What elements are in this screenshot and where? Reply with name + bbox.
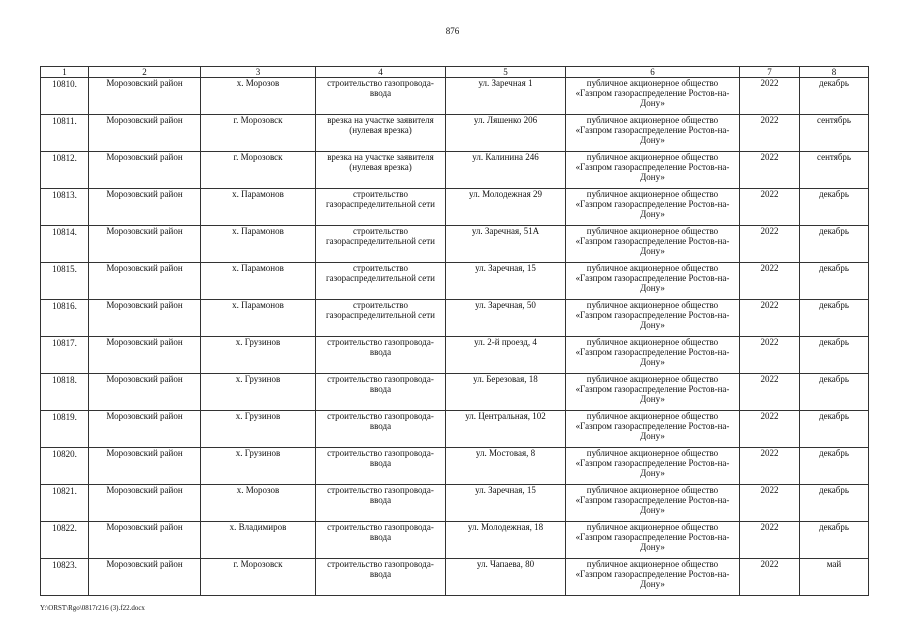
year-cell: 2022 — [740, 559, 800, 596]
organization-cell: публичное акционерное общество «Газпром газораспределение Ростов-на-Дону» — [566, 78, 740, 115]
year-cell: 2022 — [740, 374, 800, 411]
work-type-cell: строительство газопровода-ввода — [316, 337, 446, 374]
month-cell: декабрь — [800, 300, 869, 337]
month-cell: декабрь — [800, 485, 869, 522]
table-row — [41, 411, 869, 448]
settlement-cell: х. Грузинов — [201, 337, 316, 374]
work-type-cell: строительство газораспределительной сети — [316, 189, 446, 226]
address-cell: ул. Калинина 246 — [446, 152, 566, 189]
table-row — [41, 337, 869, 374]
table-row — [41, 78, 869, 115]
table-row — [41, 263, 869, 300]
settlement-cell: х. Парамонов — [201, 300, 316, 337]
row-number-cell: 10814. — [41, 226, 89, 263]
settlement-cell: х. Грузинов — [201, 374, 316, 411]
settlement-cell: х. Парамонов — [201, 189, 316, 226]
column-header-3: 3 — [201, 67, 316, 78]
organization-cell: публичное акционерное общество «Газпром газораспределение Ростов-на-Дону» — [566, 189, 740, 226]
address-cell: ул. Заречная, 15 — [446, 263, 566, 300]
month-cell: декабрь — [800, 522, 869, 559]
organization-cell: публичное акционерное общество «Газпром газораспределение Ростов-на-Дону» — [566, 300, 740, 337]
month-cell: декабрь — [800, 78, 869, 115]
table-row — [41, 226, 869, 263]
row-number-cell: 10819. — [41, 411, 89, 448]
year-cell: 2022 — [740, 189, 800, 226]
month-cell: декабрь — [800, 189, 869, 226]
work-type-cell: врезка на участке заявителя (нулевая врезка) — [316, 152, 446, 189]
district-cell: Морозовский район — [89, 337, 201, 374]
column-header-6: 6 — [566, 67, 740, 78]
organization-cell: публичное акционерное общество «Газпром газораспределение Ростов-на-Дону» — [566, 559, 740, 596]
district-cell: Морозовский район — [89, 226, 201, 263]
organization-cell: публичное акционерное общество «Газпром газораспределение Ростов-на-Дону» — [566, 374, 740, 411]
settlement-cell: г. Морозовск — [201, 559, 316, 596]
settlement-cell: х. Владимиров — [201, 522, 316, 559]
month-cell: сентябрь — [800, 152, 869, 189]
district-cell: Морозовский район — [89, 485, 201, 522]
settlement-cell: х. Парамонов — [201, 226, 316, 263]
work-type-cell: строительство газопровода-ввода — [316, 78, 446, 115]
address-cell: ул. 2-й проезд, 4 — [446, 337, 566, 374]
work-type-cell: строительство газораспределительной сети — [316, 263, 446, 300]
organization-cell: публичное акционерное общество «Газпром газораспределение Ростов-на-Дону» — [566, 337, 740, 374]
work-type-cell: строительство газопровода-ввода — [316, 522, 446, 559]
district-cell: Морозовский район — [89, 448, 201, 485]
district-cell: Морозовский район — [89, 300, 201, 337]
row-number-cell: 10823. — [41, 559, 89, 596]
organization-cell: публичное акционерное общество «Газпром газораспределение Ростов-на-Дону» — [566, 411, 740, 448]
district-cell: Морозовский район — [89, 78, 201, 115]
table-row — [41, 522, 869, 559]
month-cell: декабрь — [800, 374, 869, 411]
column-header-4: 4 — [316, 67, 446, 78]
month-cell: декабрь — [800, 263, 869, 300]
district-cell: Морозовский район — [89, 411, 201, 448]
column-header-7: 7 — [740, 67, 800, 78]
table-row — [41, 559, 869, 596]
table-row — [41, 189, 869, 226]
district-cell: Морозовский район — [89, 522, 201, 559]
year-cell: 2022 — [740, 226, 800, 263]
month-cell: декабрь — [800, 411, 869, 448]
work-type-cell: строительство газораспределительной сети — [316, 300, 446, 337]
year-cell: 2022 — [740, 263, 800, 300]
address-cell: ул. Молодежная 29 — [446, 189, 566, 226]
year-cell: 2022 — [740, 337, 800, 374]
settlement-cell: х. Морозов — [201, 78, 316, 115]
row-number-cell: 10812. — [41, 152, 89, 189]
column-header-8: 8 — [800, 67, 869, 78]
address-cell: ул. Мостовая, 8 — [446, 448, 566, 485]
month-cell: сентябрь — [800, 115, 869, 152]
organization-cell: публичное акционерное общество «Газпром газораспределение Ростов-на-Дону» — [566, 226, 740, 263]
district-cell: Морозовский район — [89, 559, 201, 596]
document-file-path: Y:\ORST\Rgo\0817r216 (3).f22.docx — [40, 604, 145, 612]
address-cell: ул. Заречная, 50 — [446, 300, 566, 337]
header-row — [41, 67, 869, 78]
district-cell: Морозовский район — [89, 152, 201, 189]
row-number-cell: 10821. — [41, 485, 89, 522]
row-number-cell: 10820. — [41, 448, 89, 485]
work-type-cell: строительство газопровода-ввода — [316, 448, 446, 485]
table-row — [41, 115, 869, 152]
address-cell: ул. Чапаева, 80 — [446, 559, 566, 596]
column-header-1: 1 — [41, 67, 89, 78]
year-cell: 2022 — [740, 411, 800, 448]
district-cell: Морозовский район — [89, 263, 201, 300]
organization-cell: публичное акционерное общество «Газпром газораспределение Ростов-на-Дону» — [566, 152, 740, 189]
row-number-cell: 10822. — [41, 522, 89, 559]
table-row — [41, 152, 869, 189]
settlement-cell: г. Морозовск — [201, 152, 316, 189]
address-cell: ул. Ляшенко 206 — [446, 115, 566, 152]
row-number-cell: 10813. — [41, 189, 89, 226]
month-cell: декабрь — [800, 448, 869, 485]
settlement-cell: х. Грузинов — [201, 411, 316, 448]
month-cell: май — [800, 559, 869, 596]
address-cell: ул. Заречная 1 — [446, 78, 566, 115]
column-header-5: 5 — [446, 67, 566, 78]
address-cell: ул. Центральная, 102 — [446, 411, 566, 448]
year-cell: 2022 — [740, 78, 800, 115]
work-type-cell: строительство газопровода-ввода — [316, 485, 446, 522]
row-number-cell: 10818. — [41, 374, 89, 411]
settlement-cell: г. Морозовск — [201, 115, 316, 152]
row-number-cell: 10811. — [41, 115, 89, 152]
district-cell: Морозовский район — [89, 115, 201, 152]
address-cell: ул. Молодежная, 18 — [446, 522, 566, 559]
table-row — [41, 448, 869, 485]
row-number-cell: 10817. — [41, 337, 89, 374]
row-number-cell: 10810. — [41, 78, 89, 115]
year-cell: 2022 — [740, 448, 800, 485]
table-row — [41, 374, 869, 411]
organization-cell: публичное акционерное общество «Газпром газораспределение Ростов-на-Дону» — [566, 522, 740, 559]
year-cell: 2022 — [740, 485, 800, 522]
organization-cell: публичное акционерное общество «Газпром газораспределение Ростов-на-Дону» — [566, 115, 740, 152]
organization-cell: публичное акционерное общество «Газпром газораспределение Ростов-на-Дону» — [566, 485, 740, 522]
work-type-cell: врезка на участке заявителя (нулевая врезка) — [316, 115, 446, 152]
work-type-cell: строительство газопровода-ввода — [316, 374, 446, 411]
district-cell: Морозовский район — [89, 374, 201, 411]
page-number: 876 — [445, 26, 460, 36]
organization-cell: публичное акционерное общество «Газпром газораспределение Ростов-на-Дону» — [566, 448, 740, 485]
row-number-cell: 10815. — [41, 263, 89, 300]
year-cell: 2022 — [740, 522, 800, 559]
month-cell: декабрь — [800, 226, 869, 263]
work-type-cell: строительство газопровода-ввода — [316, 411, 446, 448]
table-row — [41, 300, 869, 337]
work-type-cell: строительство газораспределительной сети — [316, 226, 446, 263]
address-cell: ул. Заречная, 51А — [446, 226, 566, 263]
month-cell: декабрь — [800, 337, 869, 374]
row-number-cell: 10816. — [41, 300, 89, 337]
address-cell: ул. Заречная, 15 — [446, 485, 566, 522]
organization-cell: публичное акционерное общество «Газпром газораспределение Ростов-на-Дону» — [566, 263, 740, 300]
year-cell: 2022 — [740, 115, 800, 152]
settlement-cell: х. Грузинов — [201, 448, 316, 485]
settlement-cell: х. Парамонов — [201, 263, 316, 300]
column-header-2: 2 — [89, 67, 201, 78]
gas-connections-table — [40, 66, 869, 596]
year-cell: 2022 — [740, 152, 800, 189]
year-cell: 2022 — [740, 300, 800, 337]
work-type-cell: строительство газопровода-ввода — [316, 559, 446, 596]
table-row — [41, 485, 869, 522]
address-cell: ул. Березовая, 18 — [446, 374, 566, 411]
settlement-cell: х. Морозов — [201, 485, 316, 522]
district-cell: Морозовский район — [89, 189, 201, 226]
